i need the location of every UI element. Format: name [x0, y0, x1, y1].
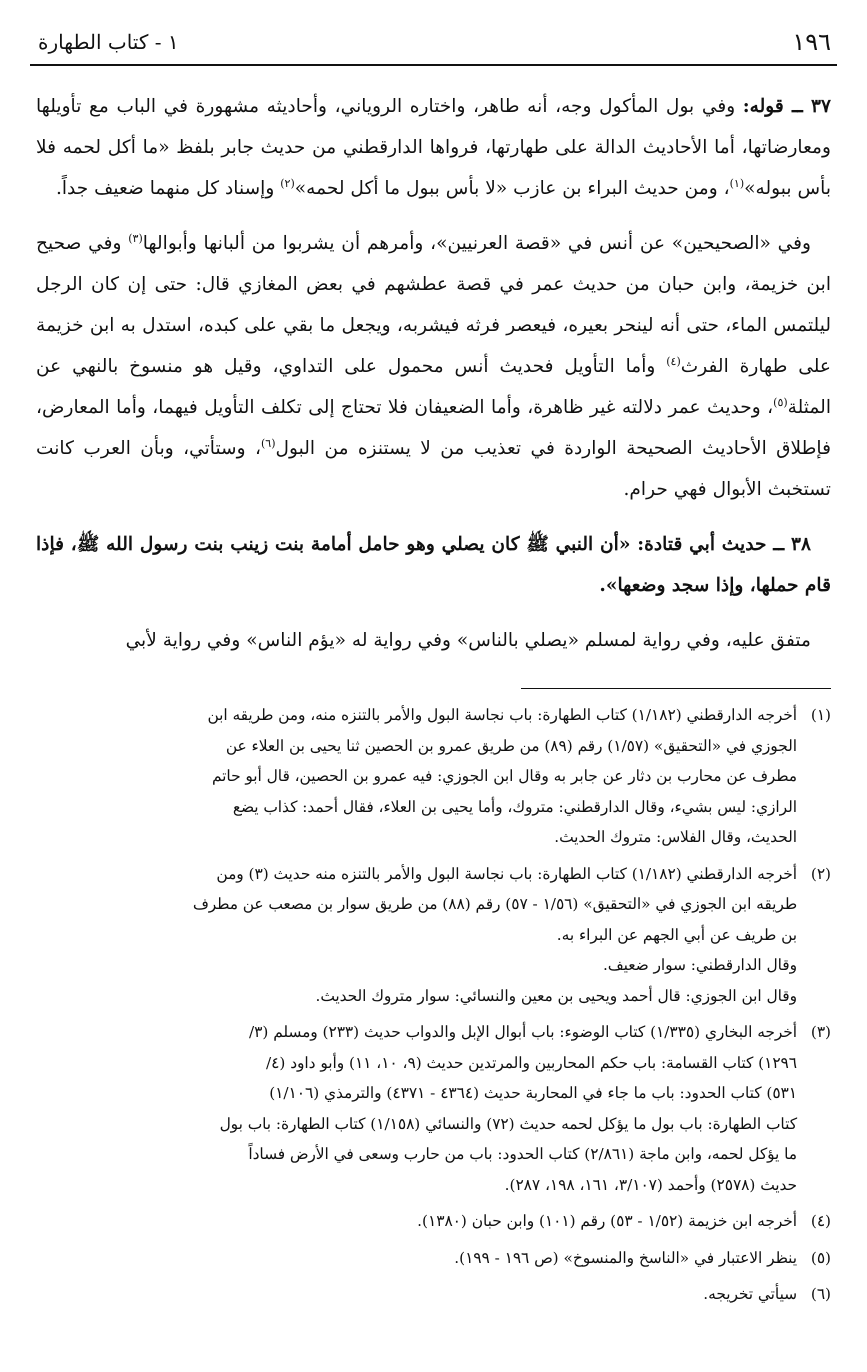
- footnote-line: كتاب الطهارة: باب بول ما يؤكل لحمه حديث (٧٢) والنسائي (١/١٥٨) كتاب الطهارة: باب بول: [219, 1114, 797, 1133]
- footnote-body: [36, 1017, 797, 1200]
- footnote-line: بن طريف عن أبي الجهم عن البراء به.: [556, 925, 797, 944]
- footnote-line: ١٢٩٦) كتاب القسامة: باب حكم المحاربين والمرتدين حديث (٩، ١٠، ١١) وأبو داود (٤/: [266, 1053, 797, 1072]
- entry-heading: ٣٨ ــ حديث أبي قتادة:: [637, 534, 811, 555]
- footnote-line: الجوزي في «التحقيق» (١/٥٧) رقم (٨٩) من طريق عمرو بن الحصين ثنا يحيى بن العلاء عن: [225, 736, 797, 755]
- footnote-number: (٦): [810, 1285, 831, 1303]
- footnote-line: وقال ابن الجوزي: قال أحمد ويحيى بن معين والنسائي: سوار متروك الحديث.: [315, 986, 797, 1005]
- footnote-line: أخرجه البخاري (١/٣٣٥) كتاب الوضوء: باب أبوال الإبل والدواب حديث (٢٣٣) ومسلم (٣/: [248, 1023, 797, 1041]
- paragraph-37: [36, 86, 831, 209]
- footnote-line: طريقه ابن الجوزي في «التحقيق» (١/٥٦ - ٥٧) رقم (٨٨) من طريق سوار بن مصعب عن مطرف: [192, 895, 797, 913]
- footnotes: [36, 700, 831, 1316]
- footnote-line: ٥٣١) كتاب الحدود: باب ما جاء في المحاربة حديث (٤٣٦٤ - ٤٣٧١) والترمذي (١/١٠٦): [269, 1084, 797, 1102]
- paragraph-text: وأما التأويل فحديث أنس محمول على التداوي، وقيل هو منسوخ بالنهي عن المثلة: [36, 356, 831, 418]
- entry-heading: ٣٧ ــ قوله:: [742, 96, 831, 117]
- paragraph-text: وفي «الصحيحين» عن أنس في «قصة العرنيين»، وأمرهم أن يشربوا من ألبانها وأبوالها: [142, 233, 811, 254]
- footnote-2: [36, 859, 831, 1012]
- footnote-number: (٣): [810, 1023, 831, 1041]
- footnote-body: [36, 859, 797, 1012]
- footnote-line: وقال الدارقطني: سوار ضعيف.: [602, 956, 797, 974]
- paragraph-text: متفق عليه، وفي رواية لمسلم «يصلي بالناس» وفي رواية له «يؤم الناس» وفي رواية لأبي: [125, 630, 811, 651]
- paragraph-sahihain: [36, 223, 831, 510]
- footnote-number: (١): [810, 706, 831, 724]
- footnote-3: [36, 1017, 831, 1200]
- footnote-line: ينظر الاعتبار في «الناسخ والمنسوخ» (ص ١٩٦ - ١٩٩).: [454, 1248, 797, 1267]
- page-header: [30, 26, 837, 66]
- footnote-body: [36, 1206, 797, 1237]
- footnote-line: الحديث، وقال الفلاس: متروك الحديث.: [554, 828, 797, 846]
- footnote-6: [36, 1279, 831, 1310]
- footnote-line: أخرجه الدارقطني (١/١٨٢) كتاب الطهارة: باب نجاسة البول والأمر بالتنزه منه، ومن طريقه ابن: [207, 706, 797, 724]
- footnote-divider: [521, 688, 831, 689]
- footnote-ref[interactable]: (٢): [280, 176, 295, 190]
- footnote-line: أخرجه ابن خزيمة (١/٥٢ - ٥٣) رقم (١٠١) وابن حبان (١٣٨٠).: [417, 1212, 797, 1230]
- footnote-number: (٤): [810, 1212, 831, 1230]
- footnote-4: [36, 1206, 831, 1237]
- footnote-line: مطرف عن محارب بن دثار عن جابر به وقال ابن الجوزي: فيه عمرو بن الحصين، قال أبو حاتم: [211, 767, 797, 785]
- paragraph-text: وفي بول المأكول وجه، أنه طاهر، واختاره الروياني، وأحاديثه مشهورة في الباب مع تأويلها ومعارضاتها، أما الأحاديث الدالة على طهارتها، فرواها الدارقطني من حديث جابر بلفظ «ما أكل لحمه فلا بأس ببوله»: [36, 96, 831, 199]
- main-text: [36, 86, 831, 675]
- running-title: ١ - كتاب الطهارة: [38, 30, 179, 54]
- footnote-ref[interactable]: (٣): [128, 231, 143, 245]
- footnote-line: ما يؤكل لحمه، وابن ماجة (٢/٨٦١) كتاب الحدود: باب من حارب وسعى في الأرض فساداً: [248, 1145, 797, 1163]
- footnote-number: (٥): [810, 1248, 831, 1267]
- footnote-ref[interactable]: (٤): [666, 354, 681, 368]
- footnote-ref[interactable]: (٥): [773, 395, 788, 409]
- hadith-text: «أن النبي ﷺ كان يصلي وهو حامل أمامة بنت زينب بنت رسول الله ﷺ، فإذا قام حملها، وإذا سجد وضعها».: [36, 534, 831, 596]
- footnote-body: [36, 700, 797, 853]
- paragraph-text: وفي صحيح ابن خزيمة، وابن حبان من حديث عمر في قصة عطشهم في بعض المغازي قال: حتى إن كان الرجل ليلتمس الماء، حتى أنه لينحر بعيره، فيعصر فرثه فيشربه، ويجعل ما بقي على كبده، استدل به ابن خزيمة على طهارة الفرث: [36, 233, 831, 377]
- footnote-line: سيأتي تخريجه.: [703, 1285, 797, 1303]
- footnote-body: [36, 1243, 797, 1274]
- footnote-5: [36, 1243, 831, 1274]
- footnote-line: أخرجه الدارقطني (١/١٨٢) كتاب الطهارة: باب نجاسة البول والأمر بالتنزه منه حديث (٣) ومن: [216, 864, 797, 883]
- paragraph-text: ، ومن حديث البراء بن عازب «لا بأس ببول ما أكل لحمه»: [294, 178, 730, 199]
- paragraph-text: وإسناد كل منهما ضعيف جداً.: [55, 178, 281, 199]
- page-number: ١٩٦: [792, 28, 831, 56]
- paragraph-muttafaq: [36, 620, 831, 661]
- footnote-1: [36, 700, 831, 853]
- footnote-body: [36, 1279, 797, 1310]
- paragraph-text: ، وستأتي، وبأن العرب كانت تستخبث الأبوال فهي حرام.: [36, 438, 831, 500]
- footnote-ref[interactable]: (١): [729, 176, 745, 190]
- footnote-number: (٢): [810, 864, 831, 883]
- paragraph-38: [36, 524, 831, 606]
- paragraph-text: ، وحديث عمر دلالته غير ظاهرة، وأما الضعيفان فلا تحتاج إلى تكلف التأويل فيهما، وأما المعارض، فإطلاق الأحاديث الصحيحة الواردة في تعذيب من لا يستنزه من البول: [36, 397, 831, 459]
- footnote-ref[interactable]: (٦): [261, 436, 276, 450]
- footnote-line: حديث (٢٥٧٨) وأحمد (٣/١٠٧، ١٦١، ١٩٨، ٢٨٧).: [504, 1175, 797, 1194]
- footnote-line: الرازي: ليس بشيء، وقال الدارقطني: متروك، وأما يحيى بن العلاء، فقال أحمد: كذاب يضع: [232, 797, 797, 816]
